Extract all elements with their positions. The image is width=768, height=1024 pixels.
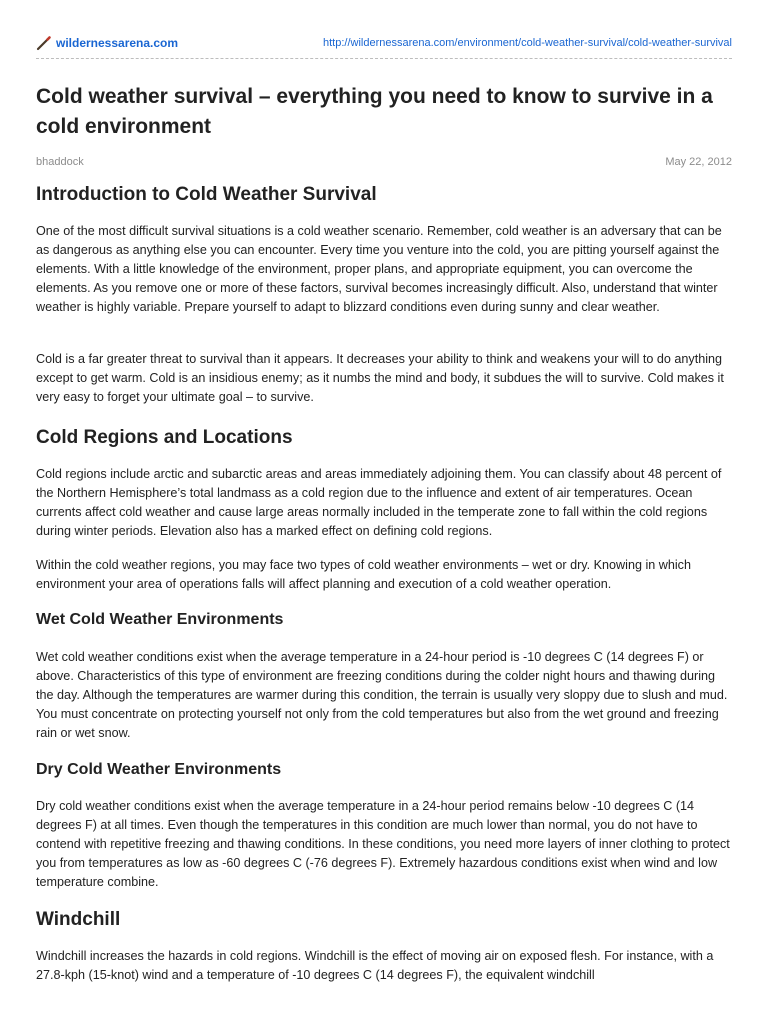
article-meta [36,156,732,168]
source-url-link[interactable]: http://wildernessarena.com/environment/cold-weather-survival/cold-weather-survival [322,37,732,49]
site-brand[interactable] [36,35,178,51]
paragraph-intro-2: Cold is a far greater threat to survival than it appears. It decreases your ability to think and weakens your will to do anything except to get warm. Cold is an insidious enemy; as it numbs the mind and body, it subdues the will to survive. Cold makes it very easy to forget your ultimate goal – to survive. [36,352,724,404]
pencil-icon [36,35,52,51]
paragraph-wet: Wet cold weather conditions exist when the average temperature in a 24-hour period is -10 degrees C (14 degrees F) or above. Characteristics of this type of environment are freezing conditions during the colder night hours and thawing during the day. Although the temperatures are warmer during this condition, the terrain is usually very sloppy due to slush and mud. You must concentrate on protecting yourself not only from the cold temperatures but also from the wet ground and freezing rain or wet snow. [36,650,728,740]
paragraph-intro-1: One of the most difficult survival situations is a cold weather scenario. Remember, cold weather is an adversary that can be as dangerous as anything else you can encounter. Every time you venture into the cold, you are pitting yourself against the elements. With a little knowledge of the environment, proper plans, and appropriate equipment, you can overcome the elements. As you remove one or more of these factors, survival becomes increasingly difficult. Also, understand that winter weather is highly variable. Prepare yourself to adapt to blizzard conditions even during sunny and clear weather. [36,224,722,314]
paragraph-regions-1: Cold regions include arctic and subarctic areas and areas immediately adjoining them. You can classify about 48 percent of the Northern Hemisphere’s total landmass as a cold region due to the influence and extent of air temperatures. Ocean currents affect cold weather and cause large areas normally included in the temperate zone to fall within the cold regions during winter periods. Elevation also has a marked effect on defining cold regions. [36,467,722,538]
section-heading-windchill: Windchill [36,909,121,930]
site-name-link[interactable]: wildernessarena.com [56,36,179,50]
paragraph-dry: Dry cold weather conditions exist when the average temperature in a 24-hour period remains below -10 degrees C (14 degrees F) at all times. Even though the temperatures in this condition are much lower than normal, you do not have to contend with repetitive freezing and thawing conditions. In these conditions, you need more layers of inner clothing to protect you from temperatures as low as -60 degrees C (-76 degrees F). Extremely hazardous conditions exist when wind and low temperature combine. [36,799,730,889]
header-divider [36,58,732,59]
section-heading-intro: Introduction to Cold Weather Survival [36,184,377,205]
author-name: bhaddock [36,156,84,168]
paragraph-regions-2: Within the cold weather regions, you may face two types of cold weather environments – wet or dry. Knowing in which environment your area of operations falls will affect planning and execution of a cold weather operation. [36,558,691,591]
section-heading-wet: Wet Cold Weather Environments [36,611,284,628]
article-title: Cold weather survival – everything you need to know to survive in a cold environment [36,85,713,138]
paragraph-windchill: Windchill increases the hazards in cold regions. Windchill is the effect of moving air on exposed flesh. For instance, with a 27.8-kph (15-knot) wind and a temperature of -10 degrees C (14 degrees F), the equivalent windchill [36,949,714,982]
publish-date: May 22, 2012 [665,156,732,168]
section-heading-dry: Dry Cold Weather Environments [36,761,282,778]
section-heading-regions: Cold Regions and Locations [36,427,293,448]
top-bar [36,33,732,53]
